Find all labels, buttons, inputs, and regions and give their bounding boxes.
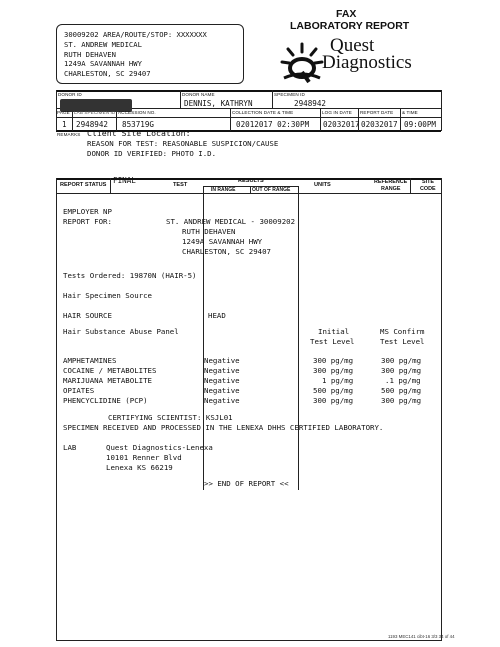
result-value: Negative: [204, 376, 240, 385]
specimen-id-value: 2948942: [294, 99, 327, 108]
result-confirm-level: 300 pg/mg: [381, 356, 422, 365]
lab-line-2: 10101 Renner Blvd: [106, 453, 182, 462]
test-column-header: TEST: [173, 182, 188, 188]
lab-specimen-id-label: LAB SPECIMEN ID: [74, 110, 116, 115]
report-for-label: REPORT FOR:: [63, 217, 112, 226]
results-column-header: RESULTS: [238, 178, 264, 184]
report-status-label: REPORT STATUS: [60, 182, 107, 188]
reference-range-header-2: RANGE: [381, 186, 401, 192]
result-value: Negative: [204, 356, 240, 365]
report-for-line-1: ST. ANDREW MEDICAL - 30009202: [166, 217, 296, 226]
result-name: MARIJUANA METABOLITE: [63, 376, 152, 385]
specimen-received-statement: SPECIMEN RECEIVED AND PROCESSED IN THE LENEXA DHHS CERTIFIED LABORATORY.: [63, 423, 384, 432]
lab-line-3: Lenexa KS 66219: [106, 463, 173, 472]
lab-label: LAB: [63, 443, 77, 452]
login-label: LOG IN DATE: [322, 110, 352, 115]
report-status-value: FINAL: [113, 176, 136, 185]
in-range-header: IN RANGE: [211, 187, 236, 193]
units-header: UNITS: [314, 182, 331, 188]
brand-quest: Quest: [330, 35, 375, 56]
login-date-value: 02032017: [323, 120, 360, 129]
address-line-1: 30009202 AREA/ROUTE/STOP: XXXXXXX: [64, 30, 207, 39]
panel-name: Hair Substance Abuse Panel: [63, 327, 179, 336]
specimen-id-label: SPECIMEN ID: [274, 92, 305, 97]
report-title: LABORATORY REPORT: [290, 20, 410, 32]
out-of-range-header: OUT OF RANGE: [252, 187, 291, 193]
brand-diagnostics: Diagnostics: [322, 52, 412, 73]
confirm-level-header-1: MS Confirm: [380, 327, 425, 336]
remarks-line-2: REASON FOR TEST: REASONABLE SUSPICION/CAUSE: [87, 139, 279, 148]
donor-name-label: DONOR NAME: [182, 92, 215, 97]
fax-label: FAX: [336, 8, 357, 20]
report-for-line-3: 1249A SAVANNAH HWY: [182, 237, 263, 246]
result-confirm-level: 300 pg/mg: [381, 366, 422, 375]
remarks-line-3: DONOR ID VERIFIED: PHOTO I.D.: [87, 149, 217, 158]
site-code-header-2: CODE: [420, 186, 436, 192]
page-value: 1: [62, 120, 67, 129]
result-name: OPIATES: [63, 386, 95, 395]
result-confirm-level: .1 pg/mg: [385, 376, 421, 385]
donor-id-label: DONOR ID: [58, 92, 82, 97]
lab-specimen-id-value: 2948942: [76, 120, 109, 129]
accession-value: 853719G: [122, 120, 155, 129]
confirm-level-header-2: Test Level: [380, 337, 425, 346]
end-of-report: >> END OF REPORT <<: [204, 479, 289, 488]
hair-source-label: HAIR SOURCE: [63, 311, 112, 320]
hair-source-value: HEAD: [208, 311, 226, 320]
donor-name-value: DENNIS, KATHRYN: [184, 99, 253, 108]
result-value: Negative: [204, 386, 240, 395]
remarks-label: REMARKS: [57, 132, 81, 137]
report-date-value: 02032017: [361, 120, 398, 129]
lab-line-1: Quest Diagnostics-Lenexa: [106, 443, 213, 452]
hair-specimen-source: Hair Specimen Source: [63, 291, 152, 300]
collection-label: COLLECTION DATE & TIME: [232, 110, 294, 115]
result-initial-level: 300 pg/mg: [313, 396, 354, 405]
employer-np: EMPLOYER NP: [63, 207, 112, 216]
result-confirm-level: 300 pg/mg: [381, 396, 422, 405]
result-confirm-level: 500 pg/mg: [381, 386, 422, 395]
remarks-line-1: Client Site Location:: [87, 128, 191, 138]
result-initial-level: 500 pg/mg: [313, 386, 354, 395]
footer-page-ref: 1193 MEC141 cibt-16 3/3 34 of 44: [388, 634, 455, 639]
quest-logo-icon: [276, 40, 328, 88]
accession-label: ACCESSION NO.: [118, 110, 156, 115]
result-name: PHENCYCLIDINE (PCP): [63, 396, 148, 405]
report-for-line-2: RUTH DEHAVEN: [182, 227, 236, 236]
initial-level-header-1: Initial: [318, 327, 350, 336]
report-date-label: REPORT DATE: [360, 110, 394, 115]
result-initial-level: 300 pg/mg: [313, 366, 354, 375]
collection-datetime-value: 02012017 02:30PM: [236, 120, 310, 129]
result-name: COCAINE / METABOLITES: [63, 366, 157, 375]
result-initial-level: 300 pg/mg: [313, 356, 354, 365]
address-line-5: CHARLESTON, SC 29407: [64, 69, 151, 78]
certifying-scientist: CERTIFYING SCIENTIST: KSJL01: [108, 413, 233, 422]
address-line-4: 1249A SAVANNAH HWY: [64, 59, 142, 68]
result-value: Negative: [204, 366, 240, 375]
site-code-header-1: SITE: [422, 179, 434, 185]
page-label: PAGE: [57, 110, 70, 115]
address-line-3: RUTH DEHAVEN: [64, 50, 116, 59]
time-label: & TIME: [402, 110, 418, 115]
result-name: AMPHETAMINES: [63, 356, 117, 365]
tests-ordered: Tests Ordered: 19870N (HAIR-5): [63, 271, 197, 280]
initial-level-header-2: Test Level: [310, 337, 355, 346]
result-value: Negative: [204, 396, 240, 405]
report-time-value: 09:00PM: [404, 120, 437, 129]
result-initial-level: 1 pg/mg: [322, 376, 354, 385]
reference-range-header-1: REFERENCE: [374, 179, 408, 185]
address-line-2: ST. ANDREW MEDICAL: [64, 40, 142, 49]
report-for-line-4: CHARLESTON, SC 29407: [182, 247, 271, 256]
